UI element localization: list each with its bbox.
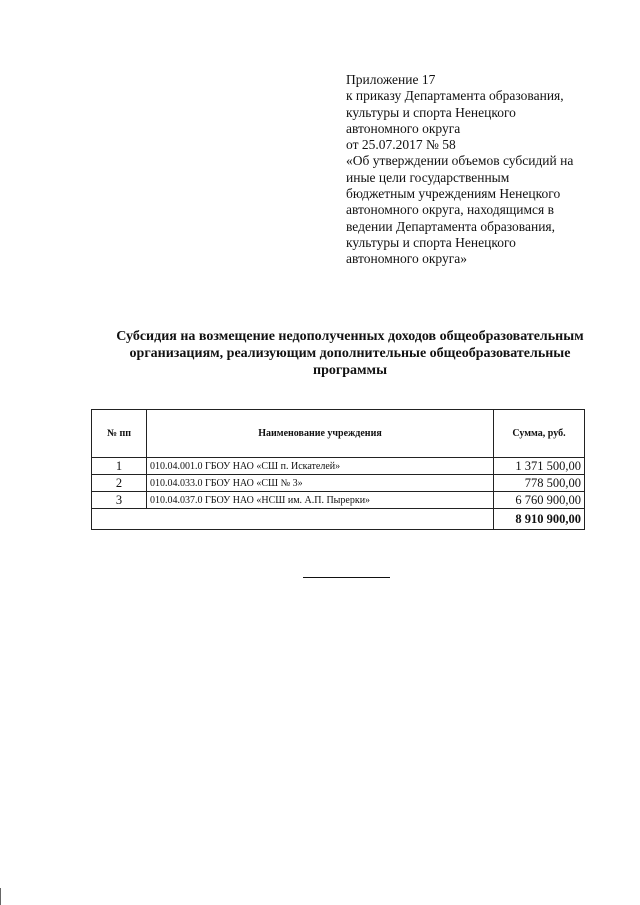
header-sum: Сумма, руб.	[494, 410, 585, 458]
table-row	[92, 475, 585, 492]
row-sum: 1 371 500,00	[494, 458, 585, 475]
row-sum: 778 500,00	[494, 475, 585, 492]
appendix-line: ведении Департамента образования,	[346, 218, 556, 234]
title-line: программы	[313, 363, 387, 378]
appendix-line: культуры и спорта Ненецкого	[346, 104, 516, 120]
total-sum: 8 910 900,00	[494, 509, 585, 530]
appendix-line: Приложение 17	[346, 72, 436, 87]
subsidy-table	[91, 409, 585, 530]
appendix-header	[346, 72, 606, 268]
appendix-line: иные цели государственным	[346, 169, 510, 185]
table-header-row	[92, 410, 585, 458]
appendix-line: «Об утверждении объемов субсидий на	[346, 153, 574, 169]
table-row	[92, 492, 585, 509]
document-title	[60, 328, 640, 379]
table-row	[92, 458, 585, 475]
table-total-row	[92, 509, 585, 530]
title-line: организациям, реализующим дополнительные общеобразовательные	[129, 346, 571, 361]
header-num: № пп	[92, 410, 147, 458]
row-num: 1	[92, 458, 147, 475]
row-name: 010.04.037.0 ГБОУ НАО «НСШ им. А.П. Пырерки»	[147, 492, 494, 509]
appendix-line: автономного округа, находящимся в	[346, 202, 554, 218]
total-blank-cell	[92, 509, 494, 530]
row-name: 010.04.001.0 ГБОУ НАО «СШ п. Искателей»	[147, 458, 494, 475]
appendix-line: автономного округа»	[346, 251, 467, 267]
title-line: Субсидия на возмещение недополученных доходов общеобразовательным	[116, 329, 584, 344]
header-name: Наименование учреждения	[147, 410, 494, 458]
row-name: 010.04.033.0 ГБОУ НАО «СШ № 3»	[147, 475, 494, 492]
appendix-line: к приказу Департамента образования,	[346, 88, 564, 104]
appendix-line: автономного округа	[346, 120, 461, 136]
scan-edge-mark	[0, 888, 6, 905]
appendix-line: бюджетным учреждениям Ненецкого	[346, 186, 561, 202]
appendix-line: культуры и спорта Ненецкого	[346, 234, 516, 250]
separator-line	[303, 577, 390, 578]
appendix-line: от 25.07.2017 № 58	[346, 137, 456, 153]
row-num: 2	[92, 475, 147, 492]
row-num: 3	[92, 492, 147, 509]
row-sum: 6 760 900,00	[494, 492, 585, 509]
